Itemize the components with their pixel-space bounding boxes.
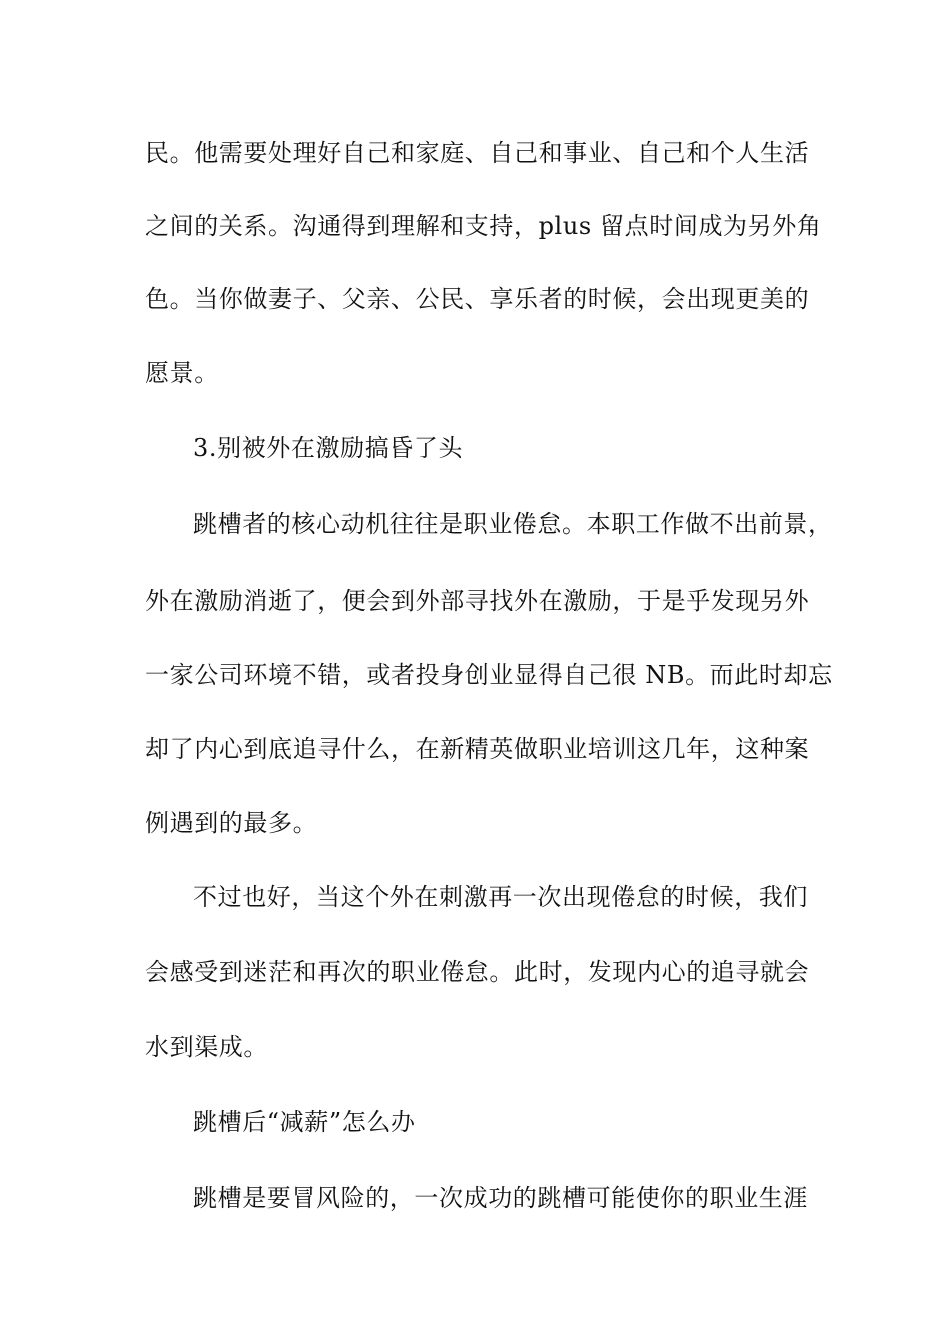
section-heading: 3.别被外在激励搞昏了头: [193, 434, 464, 462]
paragraph-line: 民。他需要处理好自己和家庭、自己和事业、自己和个人生活: [145, 139, 810, 167]
paragraph-line: 跳槽是要冒风险的，一次成功的跳槽可能使你的职业生涯: [193, 1184, 808, 1212]
paragraph-line: 跳槽者的核心动机往往是职业倦怠。本职工作做不出前景，: [193, 510, 833, 538]
paragraph-line: 却了内心到底追寻什么，在新精英做职业培训这几年，这种案: [145, 735, 810, 763]
paragraph-line: 会感受到迷茫和再次的职业倦怠。此时，发现内心的追寻就会: [145, 958, 810, 986]
paragraph-line: 一家公司环境不错，或者投身创业显得自己很 NB。而此时却忘: [145, 661, 833, 689]
paragraph-line: 愿景。: [145, 359, 219, 387]
paragraph-line: 例遇到的最多。: [145, 809, 318, 837]
section-heading: 跳槽后“减薪”怎么办: [193, 1108, 416, 1136]
paragraph-line: 外在激励消逝了，便会到外部寻找外在激励，于是乎发现另外: [145, 587, 810, 615]
paragraph-line: 不过也好，当这个外在刺激再一次出现倦怠的时候，我们: [193, 883, 808, 911]
paragraph-line: 之间的关系。沟通得到理解和支持，plus 留点时间成为另外角: [145, 212, 822, 240]
paragraph-line: 水到渠成。: [145, 1033, 268, 1061]
paragraph-line: 色。当你做妻子、父亲、公民、享乐者的时候，会出现更美的: [145, 285, 810, 313]
